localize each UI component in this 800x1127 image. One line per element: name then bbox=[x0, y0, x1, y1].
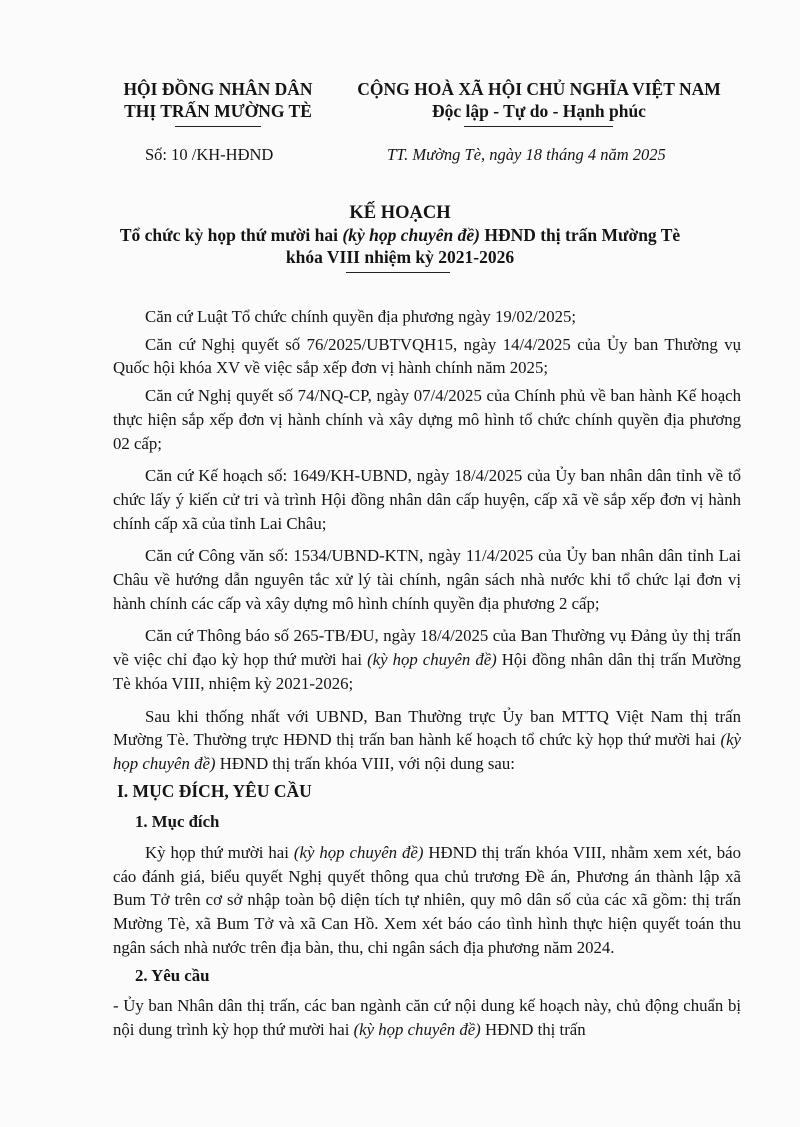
legal-basis-6-em: (kỳ họp chuyên đề) bbox=[367, 650, 497, 670]
title-line1-b: HĐND thị trấn Mường Tè bbox=[484, 225, 681, 245]
intro-b: HĐND thị trấn khóa VIII, với nội dung sau: bbox=[219, 753, 515, 773]
title-line1 bbox=[60, 224, 740, 246]
document-title bbox=[60, 202, 740, 268]
legal-basis-6 bbox=[113, 624, 741, 695]
requirements-b: HĐND thị trấn bbox=[484, 1019, 586, 1039]
legal-basis-5: Căn cứ Công văn số: 1534/UBND-KTN, ngày 11/4/2025 của Ủy ban nhân dân tỉnh Lai Châu về hướng dẫn nguyên tắc xử lý tài chính, ngân sách nhà nước khi tổ chức lại đơn vị hành chính các cấp và xây dựng mô hình chính quyền địa phương 2 cấp; bbox=[113, 546, 741, 613]
title-separator bbox=[346, 272, 450, 273]
place-and-date: TT. Mường Tè, ngày 18 tháng 4 năm 2025 bbox=[387, 145, 666, 164]
legal-basis-4: Căn cứ Kế hoạch số: 1649/KH-UBND, ngày 18/4/2025 của Ủy ban nhân dân tỉnh về tổ chức lấy ý kiến cử tri và trình Hội đồng nhân dân cấp huyện, cấp xã về sắp xếp đơn vị hành chính cấp xã của tỉnh Lai Châu; bbox=[113, 466, 741, 533]
legal-basis-3: Căn cứ Nghị quyết số 74/NQ-CP, ngày 07/4/2025 của Chính phủ về ban hành Kế hoạch thực hiện sắp xếp đơn vị hành chính và xây dựng mô hình tổ chức chính quyền địa phương 02 cấp; bbox=[113, 386, 741, 453]
subsection-requirements: 2. Yêu cầu bbox=[135, 965, 210, 985]
intro-a: Sau khi thống nhất với UBND, Ban Thường trực Ủy ban MTTQ Việt Nam thị trấn Mường Tè. Thường trực HĐND thị trấn ban hành kế hoạch tổ chức kỳ họp thứ mười hai bbox=[113, 706, 741, 750]
legal-basis-6-b: Hội đồng nhân dân thị trấn Mường Tè khóa VIII, nhiệm kỳ 2021-2026; bbox=[113, 650, 742, 693]
issuing-body-underline bbox=[175, 126, 261, 127]
legal-basis-1: Căn cứ Luật Tổ chức chính quyền địa phương ngày 19/02/2025; bbox=[145, 307, 577, 326]
purpose-b: HĐND thị trấn khóa VIII, nhằm xem xét, báo cáo đánh giá, biểu quyết Nghị quyết thông qua chủ trương Đề án, Phương án thành lập xã Bum Tở trên cơ sở nhập toàn bộ diện tích tự nhiên, quy mô dân số của các xã gồm: thị trấn Mường Tè, xã Bum Tở và xã Can Hồ. Xem xét báo cáo tình hình thực hiện quyết toán thu ngân sách nhà nước trên địa bàn, thu, chi ngân sách địa phương năm 2024. bbox=[113, 843, 741, 957]
legal-basis-2: Căn cứ Nghị quyết số 76/2025/UBTVQH15, ngày 14/4/2025 của Ủy ban Thường vụ Quốc hội khóa XV về việc sắp xếp đơn vị hành chính năm 2025; bbox=[113, 334, 741, 378]
title-line2: khóa VIII nhiệm kỳ 2021-2026 bbox=[285, 247, 515, 267]
document-number: Số: 10 /KH-HĐND bbox=[145, 145, 274, 164]
requirements-a: - Ủy ban Nhân dân thị trấn, các ban ngành căn cứ nội dung kế hoạch này, chủ động chuẩn bị nội dung trình kỳ họp thứ mười hai bbox=[113, 996, 741, 1039]
legal-basis-6-a: Căn cứ Thông báo số 265-TB/ĐU, ngày 18/4/2025 của Ban Thường vụ Đảng ủy thị trấn về việc chỉ đạo kỳ họp thứ mười hai bbox=[113, 626, 741, 670]
document-body bbox=[113, 305, 741, 1051]
document-type: KẾ HOẠCH bbox=[349, 203, 451, 223]
section-heading: I. MỤC ĐÍCH, YÊU CẦU bbox=[117, 780, 312, 801]
motto: Độc lập - Tự do - Hạnh phúc bbox=[432, 101, 646, 121]
purpose-paragraph bbox=[113, 841, 741, 960]
intro-em: (kỳ họp chuyên đề) bbox=[113, 730, 741, 773]
issuing-body-line2: THỊ TRẤN MƯỜNG TÈ bbox=[124, 101, 312, 121]
intro-paragraph bbox=[113, 705, 741, 776]
purpose-em: (kỳ họp chuyên đề) bbox=[293, 843, 424, 863]
national-motto bbox=[333, 78, 745, 122]
subsection-purpose: 1. Mục đích bbox=[135, 812, 220, 832]
title-line1-em: (kỳ họp chuyên đề) bbox=[342, 225, 480, 245]
title-line1-a: Tổ chức kỳ họp thứ mười hai bbox=[119, 225, 339, 245]
requirements-em: (kỳ họp chuyên đề) bbox=[353, 1019, 481, 1039]
motto-underline bbox=[464, 126, 613, 127]
nation-name: CỘNG HOÀ XÃ HỘI CHỦ NGHĨA VIỆT NAM bbox=[357, 79, 721, 99]
requirements-paragraph bbox=[113, 994, 741, 1041]
purpose-a: Kỳ họp thứ mười hai bbox=[145, 843, 289, 863]
issuing-body-line1: HỘI ĐỒNG NHÂN DÂN bbox=[123, 79, 313, 99]
issuing-body bbox=[103, 78, 333, 122]
